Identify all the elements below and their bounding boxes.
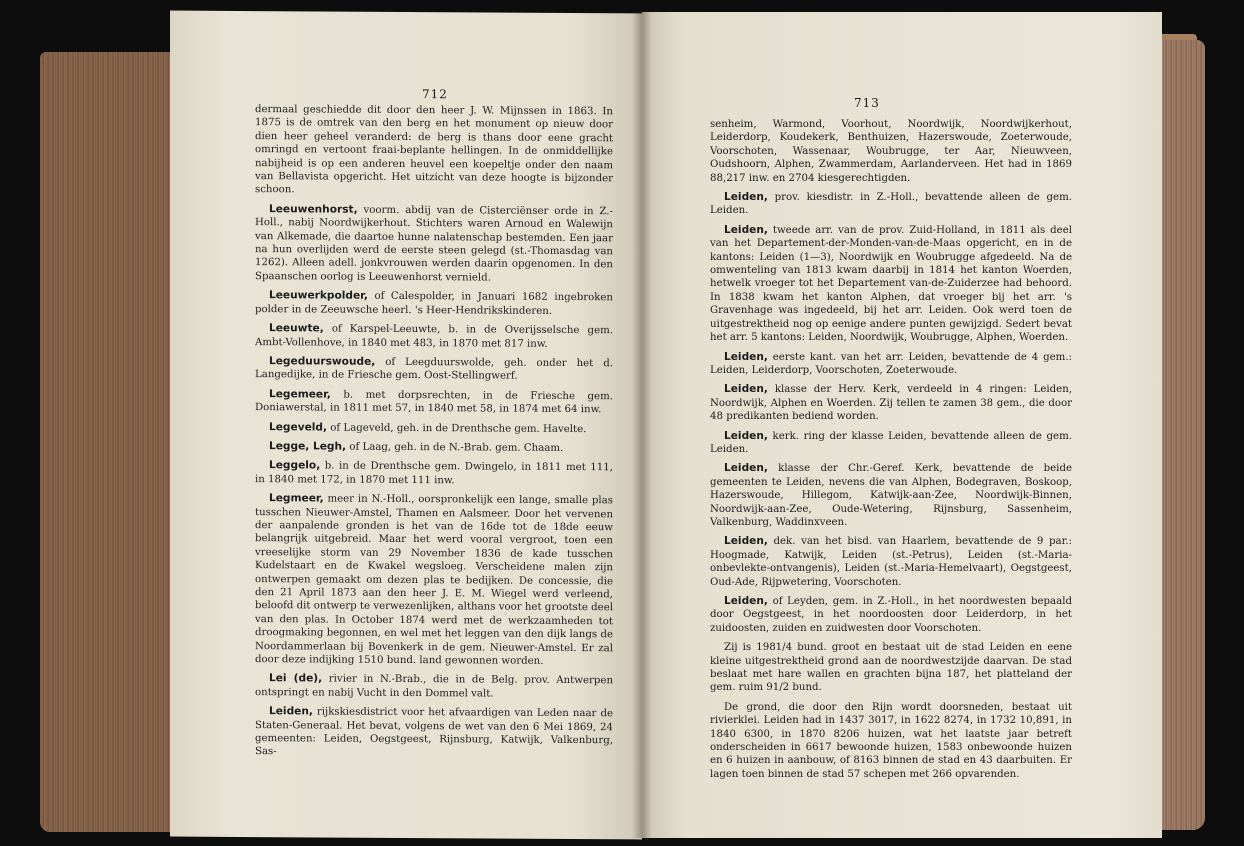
entry: Leiden, prov. kiesdistr. in Z.-Holl., bevattende alleen de gem. Leiden. — [710, 191, 1072, 217]
entry: Leggelo, b. in de Drenthsche gem. Dwingelo, in 1811 met 111, in 1840 met 172, in 1870 met 111 inw. — [255, 459, 613, 487]
entry: Leiden, of Leyden, gem. in Z.-Holl., in het noordwesten bepaald door Oegstgeest, in het noordoosten door Leiderdorp, in het zuidoosten, zuiden en zuidwesten door Voorschoten. — [710, 595, 1072, 634]
entry: Leiden, dek. van het bisd. van Haarlem, bevattende de 9 par.: Hoogmade, Katwijk, Leiden (st.-Petrus), Leiden (st.-Maria-onbevlekte-ontvangenis), Leiden (st.-Maria-Hemelvaart), Oegstgeest, Oud-Ade, Rijpwetering, Voorschoten. — [710, 535, 1072, 588]
entry: Leeuwte, of Karspel-Leeuwte, b. in de Overijsselsche gem. Ambt-Vollenhove, in 1840 met 483, in 1870 met 817 inw. — [255, 322, 613, 350]
entry: De grond, die door den Rijn wordt doorsneden, bestaat uit rivierklei. Leiden had in 1437 3017, in 1622 8274, in 1732 10,891, in 1840 6300, in 1870 8206 huizen, wat het laatste jaar betreft onderscheiden in 6617 bewoonde huizen, 1583 onbewoonde huizen en 6 huizen in aanbouw, of 8163 binnen de stad en 43 daarbuiten. Er lagen toen binnen de stad 57 schepen met 266 opvarenden. — [710, 701, 1072, 780]
entry: Leiden, klasse der Herv. Kerk, verdeeld in 4 ringen: Leiden, Noordwijk, Alphen en Woerden. Zij tellen te zamen 38 gem., die door 48 predikanten bediend worden. — [710, 383, 1072, 423]
entry: Leeuwerkpolder, of Calespolder, in Januari 1682 ingebroken polder in de Zeeuwsche heerl. 's Heer-Hendrikskinderen. — [255, 289, 613, 317]
entry: Legmeer, meer in N.-Holl., oorspronkelijk een lange, smalle plas tusschen Nieuwer-Amstel, Thamen en Aalsmeer. Door het vervenen der aanpalende gronden is het van de 16de tot de 18de eeuw belangrijk uitgebreid. Maar het werd vooral vergroot, toen een vreeselijke storm van 29 November 1836 de kade tusschen Kudelstaart en de Kwakel wegsloeg. Verscheidene malen zijn ontwerpen gemaakt om dezen plas te bedijken. De concessie, die den 21 April 1873 aan den heer J. E. M. Wiegel werd verleend, beloofd dit ontwerp te verwezenlijken, althans voor het grootste deel van den plas. In October 1874 werd met de werkzaamheden tot droogmaking begonnen, en wel met het leggen van den dijk langs de Noordammerlaan bij Bovenkerk in de gem. Nieuwer-Amstel. Er zal door deze indijking 1510 bund. land gewonnen worden. — [255, 492, 613, 667]
entry: Legeduurswoude, of Leegduurswolde, geh. onder het d. Langedijke, in de Friesche gem. Oost-Stellingwerf. — [255, 355, 613, 382]
entry: Leiden, rijkskiesdistrict voor het afvaardigen van Leden naar de Staten-Generaal. Het bevat, volgens de wet van den 6 Mei 1869, 24 gemeenten: Leiden, Oegstgeest, Rijnsburg, Katwijk, Valkenburg, Sas- — [255, 705, 613, 758]
left-page — [170, 11, 642, 840]
entry: dermaal geschiedde dit door den heer J. W. Mijnssen in 1863. In 1875 is de omtrek van den berg en het monument op nieuw door dien heer geheel veranderd: de berg is thans door eene gracht omringd en vertoont fraai-beplante hellingen. In de onmiddellijke nabijheid is op een anderen heuvel een koepeltje onder den naam van Bellavista opgericht. Het uitzicht van deze hoogte is bijzonder schoon. — [255, 104, 613, 196]
book-gutter — [632, 12, 652, 838]
entry: senheim, Warmond, Voorhout, Noordwijk, Noordwijkerhout, Leiderdorp, Koudekerk, Benthuizen, Hazerswoude, Zoeterwoude, Voorschoten, Wassenaar, Woubrugge, ter Aar, Nieuwveen, Oudshoorn, Alphen, Zwammerdam, Aarlanderveen. Het had in 1869 88,217 inw. en 2704 kiesgerechtigden. — [710, 119, 1072, 184]
left-page-number: 712 — [422, 87, 448, 102]
entry: Legge, Legh, of Laag, geh. in de N.-Brab. gem. Chaam. — [269, 440, 564, 454]
right-page — [642, 12, 1162, 838]
left-page-text — [255, 103, 613, 767]
entry: Leiden, klasse der Chr.-Geref. Kerk, bevattende de beide gemeenten te Leiden, nevens die van Alphen, Bodegraven, Boskoop, Hazerswoude, Hillegom, Katwijk-aan-Zee, Noordwijk-Binnen, Noordwijk-aan-Zee, Oude-Wetering, Rijnsburg, Sassenheim, Valkenburg, Waddinxveen. — [710, 462, 1072, 528]
open-book — [40, 12, 1205, 838]
entry: Leiden, eerste kant. van het arr. Leiden, bevattende de 4 gem.: Leiden, Leiderdorp, Voorschoten, Zoeterwoude. — [710, 350, 1072, 376]
entry: Legemeer, b. met dorpsrechten, in de Friesche gem. Doniawerstal, in 1811 met 57, in 1840 met 58, in 1874 met 64 inw. — [255, 387, 613, 416]
entry: Leiden, tweede arr. van de prov. Zuid-Holland, in 1811 als deel van het Departement-der-Monden-van-de-Maas opgericht, en in de kantons: Leiden (1—3), Noordwijk en Woubrugge afgedeeld. Na de omwenteling van 1813 kwam daarbij in 1814 het kanton Woerden, hetwelk vroeger tot het Departement van-de-Zuiderzee had behoord. In 1838 kwam het kanton Alphen, dat vroeger bij het arr. 's Gravenhage was ingedeeld, bij het arr. Leiden. Ook werd toen de uitgestrektheid nog op eenige andere punten gewijzigd. Sedert bevat het arr. 5 kantons: Leiden, Noordwijk, Woubrugge, Alphen, Woerden. — [710, 223, 1072, 344]
entry: Zij is 1981/4 bund. groot en bestaat uit de stad Leiden en eene kleine uitgestrektheid grond aan de noordwestzijde daarvan. De stad beslaat met hare wallen en grachten bijna 187, het platteland der gem. ruim 91/2 bund. — [710, 642, 1072, 694]
entry: Leiden, kerk. ring der klasse Leiden, bevattende alleen de gem. Leiden. — [710, 429, 1072, 455]
entry: Leeuwenhorst, voorm. abdij van de Cisterciënser orde in Z.-Holl., nabij Noordwijkerhout. Stichters waren Arnoud en Walewijn van Alkemade, die daartoe hunne nalatenschap bestemden. Een jaar na hun overlijden werd de eerste steen gelegd (st.-Thomasdag van 1262). Alleen adell. jonkvrouwen werden daarin opgenomen. In den Spaanschen oorlog is Leeuwenhorst vernield. — [255, 203, 613, 284]
right-page-number: 713 — [854, 96, 880, 110]
entry: Lei (de), rivier in N.-Brab., die in de Belg. prov. Antwerpen ontspringt en nabij Vucht in den Dommel valt. — [255, 672, 614, 700]
left-page-edges — [40, 52, 180, 832]
entry: Legeveld, of Lageveld, geh. in de Drenthsche gem. Havelte. — [269, 420, 587, 435]
right-page-text — [710, 118, 1072, 787]
